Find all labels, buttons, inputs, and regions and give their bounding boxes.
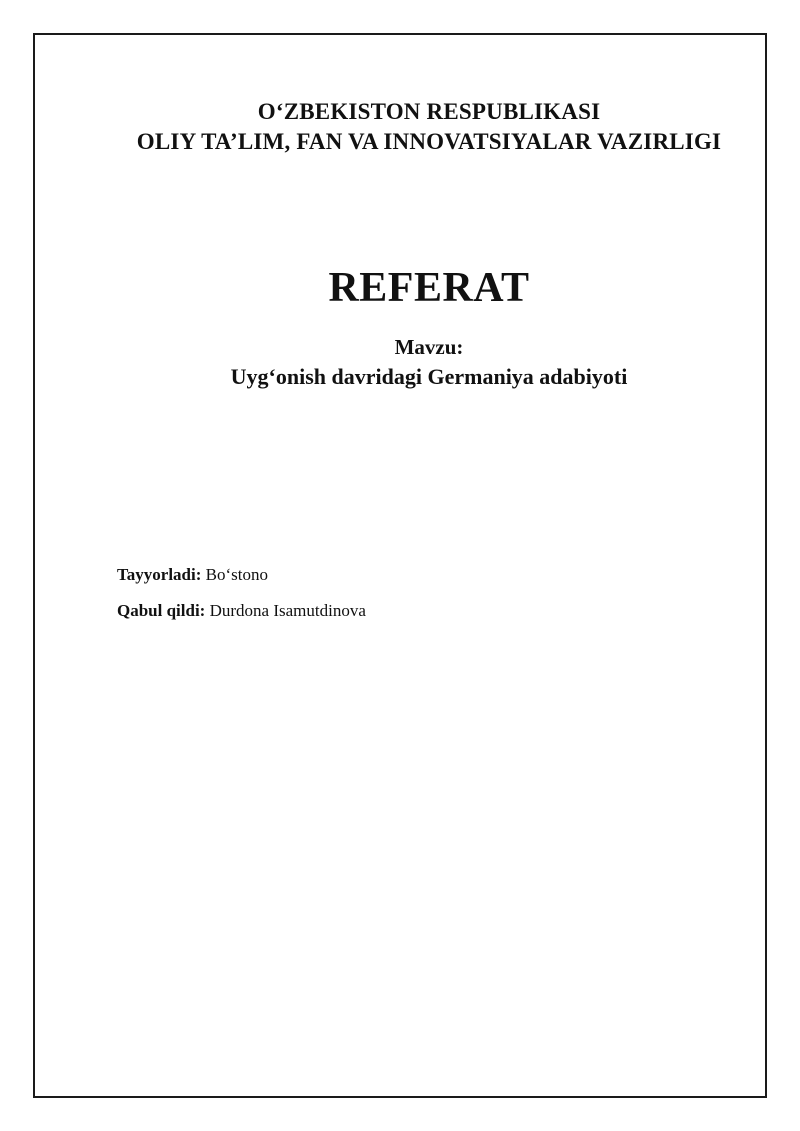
subject-title: Uyg‘onish davridagi Germaniya adabiyoti [230,364,628,389]
accepted-by-name: Durdona Isamutdinova [209,601,366,620]
header-line-ministry: OLIY TA’LIM, FAN VA INNOVATSIYALAR VAZIRLIGI [136,129,722,154]
header-line-country: O‘ZBEKISTON RESPUBLIKASI [257,99,601,124]
page-border-frame [33,33,767,1098]
ministry-header [93,97,765,157]
title-page-content [35,97,765,623]
prepared-by-name: Bo‘stono [205,565,268,584]
prepared-by-line [117,563,765,587]
accepted-by-label: Qabul qildi: [117,601,206,620]
credits-block [117,563,765,623]
accepted-by-line [117,599,765,623]
prepared-by-label: Tayyorladi: [117,565,202,584]
subject-label: Mavzu: [394,335,464,359]
document-title: REFERAT [328,265,530,311]
